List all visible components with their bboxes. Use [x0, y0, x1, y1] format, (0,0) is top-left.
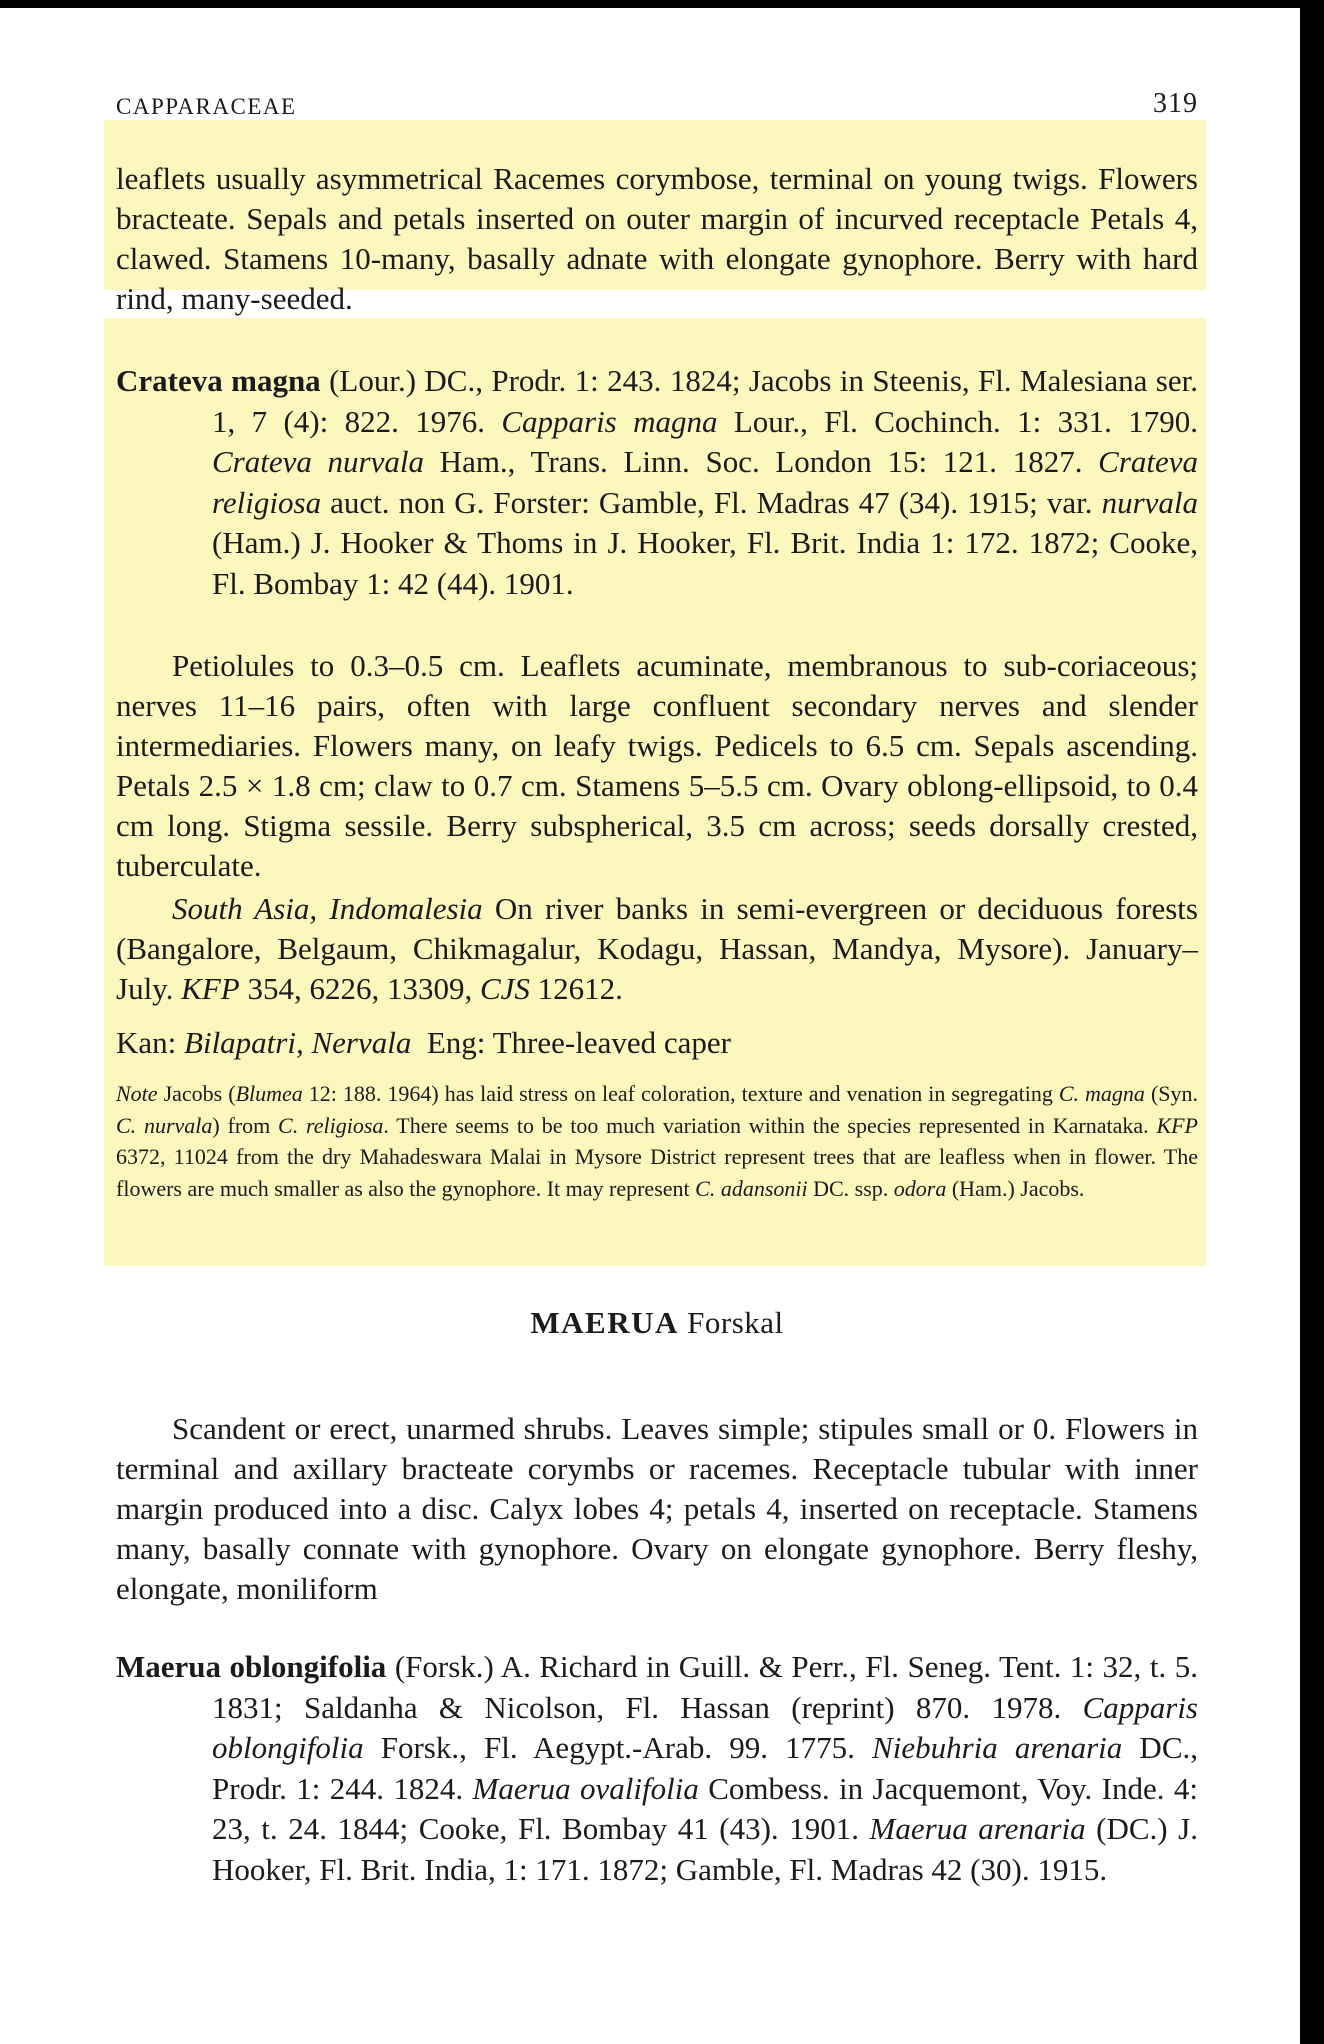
species-name: Crateva magna — [116, 363, 321, 398]
species-name: Maerua oblongifolia — [116, 1649, 387, 1684]
page-header — [116, 80, 1198, 120]
genus-description-maerua: Scandent or erect, unarmed shrubs. Leaves simple; stipules small or 0. Flowers in terminal and axillary bracteate corymbs or racemes. Receptacle tubular with inner margin produced into a disc. Calyx lobes 4; petals 4, inserted on receptacle. Stamens many, basally connate with gynophore. Ovary on elongate gynophore. Berry fleshy, elongate, moniliform — [116, 1411, 1198, 1606]
synonym: nurvala — [1101, 484, 1198, 520]
page-edge-top — [0, 0, 1324, 8]
synonym: Maerua arenaria — [869, 1811, 1086, 1846]
synonym: Crateva nurvala — [212, 444, 424, 479]
running-head: CAPPARACEAE — [116, 94, 297, 119]
page-edge-right — [1300, 0, 1324, 2044]
species-distribution: South Asia, Indomalesia On river banks in semi-evergreen or deciduous forests (Bangalore, Belgaum, Chikmagalur, Kodagu, Hassan, Mandya, Mysore). January–July. KFP 354, 6226, 13309, CJS 12612. — [116, 891, 1198, 1006]
species-entry-crateva-magna: Crateva magna (Lour.) DC., Prodr. 1: 243. 1824; Jacobs in Steenis, Fl. Malesiana ser. 1, 7 (4): 822. 1976. Capparis magna Lour., Fl. Cochinch. 1: 331. 1790. Crateva nurvala Ham., Trans. Linn. Soc. London 15: 121. 1827. Crateva religiosa auct. non G. Forster: Gamble, Fl. Madras 47 (34). 1915; var. nurvala (Ham.) J. Hooker & Thoms in J. Hooker, Fl. Brit. India 1: 172. 1872; Cooke, Fl. Bombay 1: 42 (44). 1901. — [116, 363, 1199, 601]
synonym: Niebuhria arenaria — [872, 1730, 1123, 1765]
page-number: 319 — [1153, 88, 1198, 119]
species-entry-maerua-oblongifolia: Maerua oblongifolia (Forsk.) A. Richard in Guill. & Perr., Fl. Seneg. Tent. 1: 32, t. 5. 1831; Saldanha & Nicolson, Fl. Hassan (reprint) 870. 1978. Capparis oblongifolia Forsk., Fl. Aegypt.-Arab. 99. 1775. Niebuhria arenaria DC., Prodr. 1: 244. 1824. Maerua ovalifolia Combess. in Jacquemont, Voy. Inde. 4: 23, t. 24. 1844; Cooke, Fl. Bombay 41 (43). 1901. Maerua arenaria (DC.) J. Hooker, Fl. Brit. India, 1: 171. 1872; Gamble, Fl. Madras 42 (30). 1915. — [116, 1649, 1198, 1887]
synonym: Capparis magna — [501, 403, 718, 439]
taxonomic-note: Note Jacobs (Blumea 12: 188. 1964) has laid stress on leaf coloration, texture and venation in segregating C. magna (Syn. C. nurvala) from C. religiosa. There seems to be too much variation within the species represented in Karnataka. KFP 6372, 11024 from the dry Mahadeswara Malai in Mysore District represent trees that are leafless when in flower. The flowers are much smaller as also the gynophore. It may represent C. adansonii DC. ssp. odora (Ham.) Jacobs. — [116, 1081, 1199, 1201]
synonym: Maerua ovalifolia — [472, 1770, 699, 1806]
synonym: Crateva religiosa — [212, 444, 1199, 520]
synonym: Capparis oblongifolia — [212, 1689, 1198, 1765]
species-description: Petiolules to 0.3–0.5 cm. Leaflets acuminate, membranous to sub-coriaceous; nerves 11–16 pairs, often with large confluent secondary nerves and slender intermediaries. Flowers many, on leafy twigs. Pedicels to 6.5 cm. Sepals ascending. Petals 2.5 × 1.8 cm; claw to 0.7 cm. Stamens 5–5.5 cm. Ovary oblong-ellipsoid, to 0.4 cm long. Stigma sessile. Berry subspherical, 3.5 cm across; seeds dorsally crested, tuberculate. — [116, 648, 1198, 883]
genus-heading-maerua: MAERUA Forskal — [530, 1305, 784, 1340]
genus-description-continued: leaflets usually asymmetrical Racemes corymbose, terminal on young twigs. Flowers bracteate. Sepals and petals inserted on outer margin of incurved receptacle Petals 4, clawed. Stamens 10-many, basally adnate with elongate gynophore. Berry with hard rind, many-seeded. — [116, 161, 1198, 316]
vernacular-names: Kan: Bilapatri, Nervala Eng: Three-leaved caper — [116, 1025, 731, 1060]
